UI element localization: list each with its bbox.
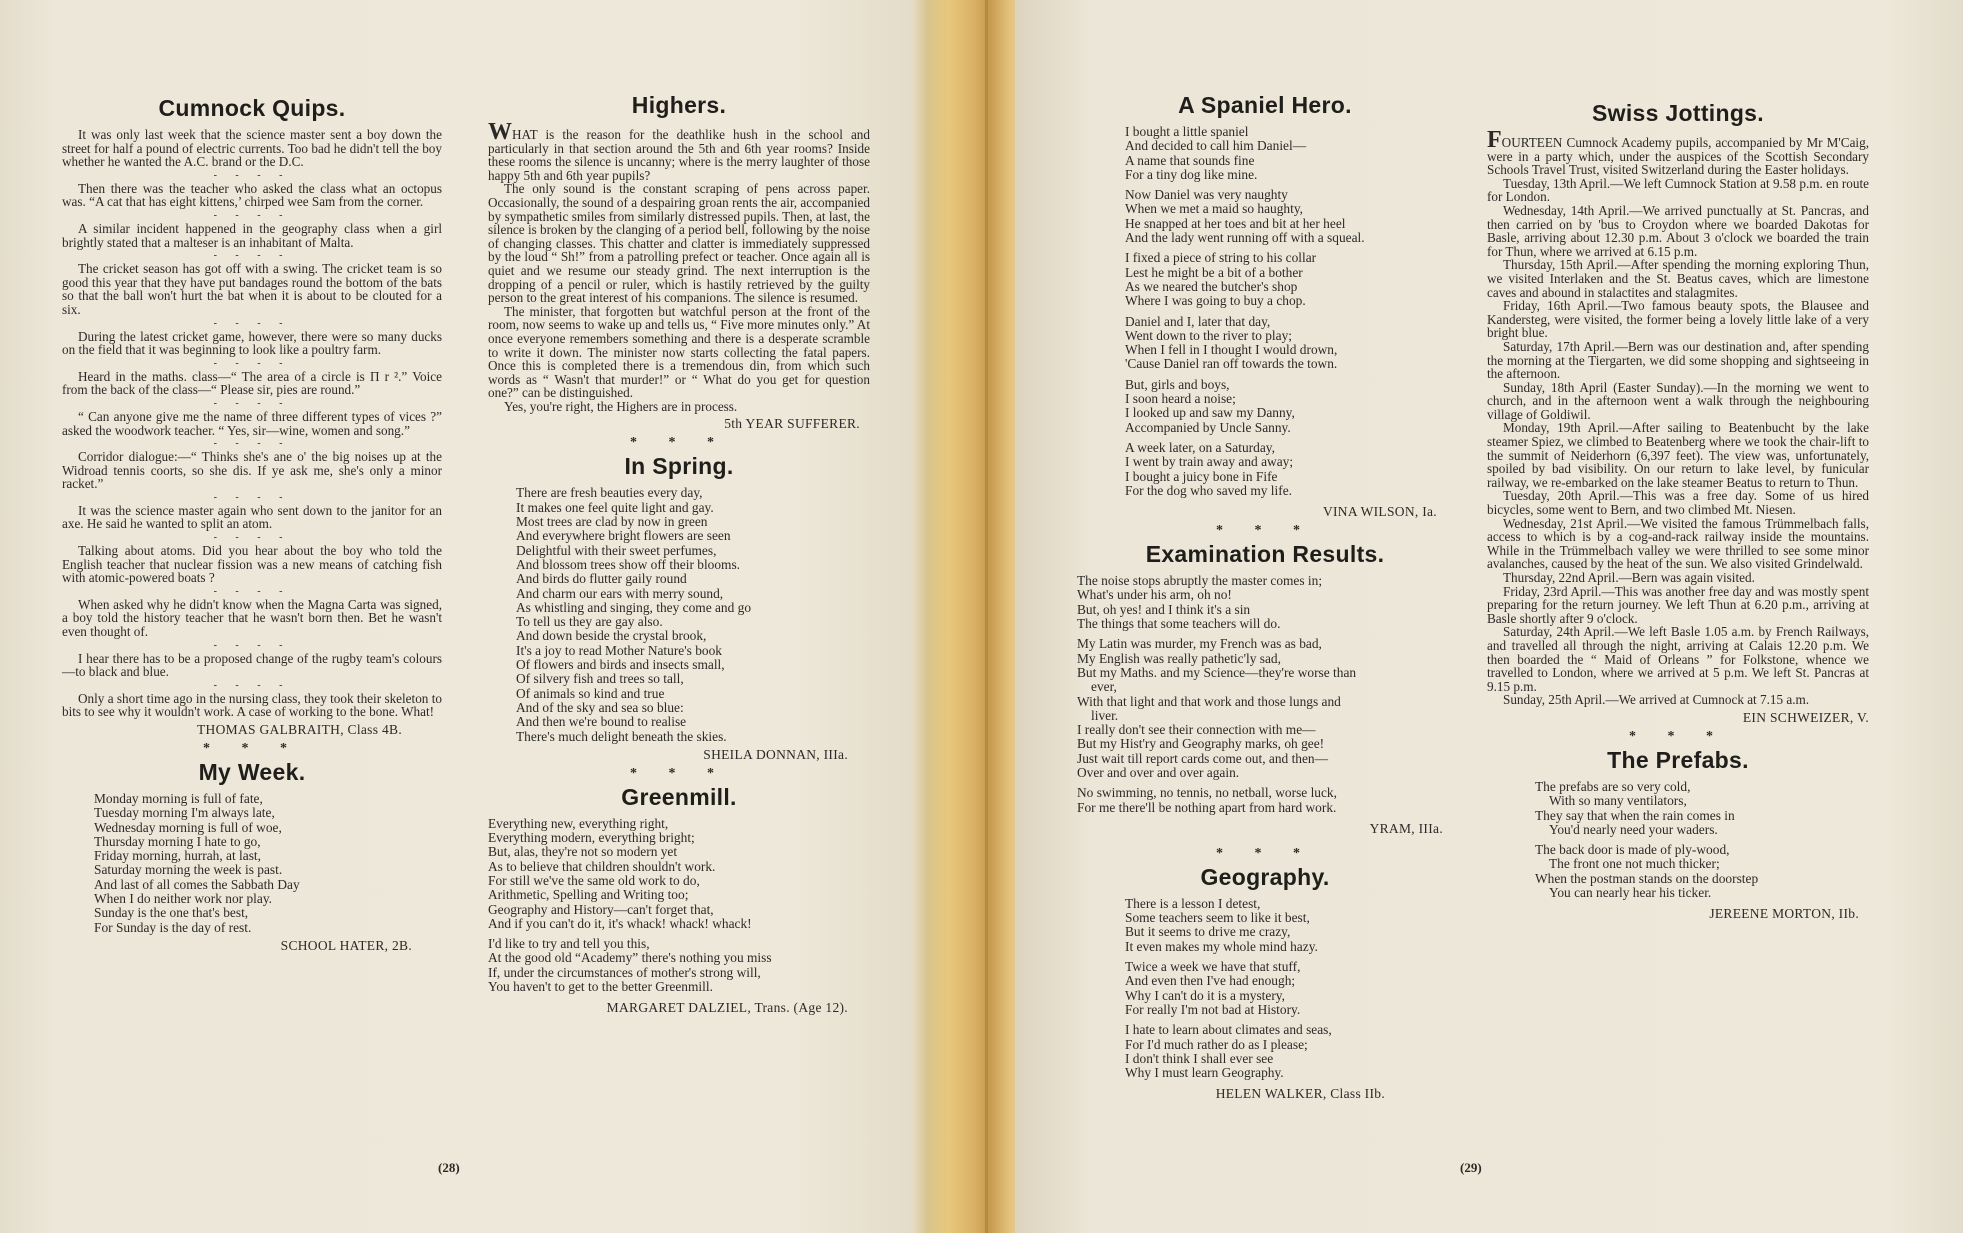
poem-line: Where I was going to buy a chop. <box>1125 293 1306 309</box>
poem-line: Delightful with their sweet perfumes, <box>516 542 717 558</box>
poem-line: It's a joy to read Mother Nature's book <box>516 642 723 658</box>
quip-paragraph: The cricket season has got off with a swing. The cricket team is so good this year that they have put bandages round the bottom of the bats so that the ball won't hurt the bat when it is about to be clouted for a six. <box>62 261 442 317</box>
highers-paragraph: The minister, that forgotten but watchful person at the front of the room, now seems to wake up and tells us, “ Five more minutes only.” At once everyone remembers something and there is a desperate scramble to write it down. The minister now starts collecting the fatal papers. Once this is completed there is a tremendous din, from which such words as “ Wasn't that murder!” or “ What do you get for question one?” can be distinguished. <box>488 303 870 401</box>
poem-stanza <box>1077 637 1455 780</box>
poem-line: He snapped at her toes and bit at her heel <box>1125 215 1346 231</box>
poem-stanza <box>1125 378 1455 435</box>
quip-separator: - - - - <box>213 438 291 450</box>
poem-line: For the dog who saved my life. <box>1125 482 1292 498</box>
poem-line: To tell us they are gay also. <box>516 614 663 630</box>
poem-line: And charm our ears with merry sound, <box>516 585 724 601</box>
poem-stanza <box>1125 188 1455 245</box>
poem-line: There are fresh beauties every day, <box>516 485 703 501</box>
poem-line: ever, <box>1091 679 1117 695</box>
examination-results-signature: YRAM, IIIa. <box>1369 820 1443 836</box>
poem-line: You'd nearly need your waders. <box>1549 821 1718 837</box>
quip-paragraph: Corridor dialogue:—“ Thinks she's ane o' the big noises up at the Widroad tennis coorts, so she dis. If ye ask me, she's only a minor racket.” <box>62 449 442 492</box>
poem-line: They say that when the rain comes in <box>1535 807 1735 823</box>
in-spring-title: In Spring. <box>624 453 734 480</box>
poem-line: There's much delight beneath the skies. <box>516 728 727 744</box>
poem-line: I soon heard a noise; <box>1125 391 1236 407</box>
poem-line: And then we're bound to realise <box>516 714 687 730</box>
my-week-title: My Week. <box>198 759 306 785</box>
poem-line: And if you can't do it, it's whack! whack! whack! <box>488 915 752 931</box>
quip-separator: - - - - <box>213 585 291 597</box>
section-stars: * * * <box>630 765 728 781</box>
poem-line: I'd like to try and tell you this, <box>488 936 650 952</box>
quip-paragraph: It was the science master again who sent down to the janitor for an axe. He said he wanted to split an atom. <box>62 502 442 532</box>
greenmill-signature: MARGARET DALZIEL, Trans. (Age 12). <box>606 1000 848 1016</box>
poem-line: What's under his arm, oh no! <box>1077 587 1232 603</box>
poem-line: Some teachers seem to like it best, <box>1125 910 1310 926</box>
in-spring-signature: SHEILA DONNAN, IIIa. <box>703 746 848 762</box>
poem-line: I really don't see their connection with me— <box>1077 722 1316 738</box>
poem-line: The back door is made of ply-wood, <box>1535 842 1730 858</box>
geography-title: Geography. <box>1200 863 1330 890</box>
poem-stanza <box>1125 960 1455 1017</box>
poem-line: And the lady went running off with a squeal. <box>1125 230 1365 246</box>
poem-line: My English was really pathetic'ly sad, <box>1077 650 1281 666</box>
cumnock-quips-title: Cumnock Quips. <box>158 95 346 121</box>
poem-line: liver. <box>1091 707 1119 723</box>
swiss-jottings-signature: EIN SCHWEIZER, V. <box>1742 709 1869 725</box>
quip-paragraph: “ Can anyone give me the name of three different types of vices ?” asked the woodwork teacher. “ Yes, sir—wine, women and song.” <box>62 408 442 438</box>
examination-results-title: Examination Results. <box>1145 541 1385 568</box>
section-stars: * * * <box>203 741 301 756</box>
quip-paragraph: Talking about atoms. Did you hear about the boy who told the English teacher that nuclear fission was a new means of catching fish with atomic-powered boats ? <box>62 543 442 586</box>
poem-stanza <box>1077 574 1455 631</box>
swiss-paragraph: Sunday, 25th April.—We arrived at Cumnock at 7.15 a.m. <box>1503 692 1810 708</box>
quip-paragraph: During the latest cricket game, however, there were so many ducks on the field that it was beginning to look like a poultry farm. <box>62 328 442 358</box>
page-number-right: (29) <box>1460 1160 1482 1175</box>
swiss-paragraph: Thursday, 22nd April.—Bern was again visited. <box>1503 570 1755 585</box>
swiss-paragraph: Friday, 16th April.—Two famous beauty spots, the Blausee and Kandersteg, were visited, the former being a lovely little lake of a very bright blue. <box>1487 298 1869 341</box>
poem-line: For I'd much rather do as I please; <box>1125 1036 1308 1052</box>
poem-line: And birds do flutter gaily round <box>516 571 687 587</box>
poem-line: Lest he might be a bit of a bother <box>1125 264 1303 280</box>
poem-line: You haven't to get to the better Greenmill. <box>488 979 713 995</box>
swiss-paragraph: Wednesday, 21st April.—We visited the famous Trümmelbach falls, access to which is by a cog-and-rack railway inside the mountains. While in the Trümmelbach valley we were thrilled to see some minor avalanches, caused by the heat of the sun. We also visited Grindelwald. <box>1487 515 1869 572</box>
poem-line: Everything new, everything right, <box>488 815 669 831</box>
poem-stanza <box>1535 843 1869 900</box>
page-number-left: (28) <box>438 1160 460 1175</box>
examination-results-poem <box>1075 574 1455 815</box>
poem-line: As whistling and singing, they come and go <box>516 599 752 615</box>
my-week-poem <box>62 792 442 935</box>
poem-line: When I fell in I thought I would drown, <box>1125 342 1338 358</box>
poem-stanza <box>1535 780 1869 837</box>
poem-line: And of the sky and sea so blue: <box>516 699 684 715</box>
poem-line: When we met a maid so haughty, <box>1125 201 1303 217</box>
quip-paragraph: A similar incident happened in the geography class when a girl brightly stated that a malteser is an inhabitant of Malta. <box>62 220 442 250</box>
highers-dropcap: W <box>488 119 512 145</box>
poem-line: The prefabs are so very cold, <box>1535 778 1691 794</box>
poem-stanza <box>1125 1023 1455 1080</box>
poem-stanza <box>488 937 870 994</box>
quip-separator: - - - - <box>213 679 291 691</box>
poem-line: Now Daniel was very naughty <box>1125 187 1288 203</box>
poem-line: When the postman stands on the doorstep <box>1535 870 1759 886</box>
poem-line: I looked up and saw my Danny, <box>1125 405 1295 421</box>
poem-line: Went down to the river to play; <box>1125 327 1293 343</box>
poem-line: But, alas, they're not so modern yet <box>488 844 678 860</box>
geography-signature: HELEN WALKER, Class IIb. <box>1215 1086 1385 1102</box>
poem-stanza <box>1125 441 1455 498</box>
swiss-dropcap: F <box>1487 127 1502 153</box>
poem-line: No swimming, no tennis, no netball, worse luck, <box>1077 785 1337 801</box>
poem-line: My Latin was murder, my French was as bad, <box>1077 636 1322 652</box>
poem-line: A name that sounds fine <box>1125 152 1255 168</box>
swiss-paragraph: Tuesday, 13th April.—We left Cumnock Station at 9.58 p.m. en route for London. <box>1487 175 1869 205</box>
section-stars: * * * <box>1216 845 1314 861</box>
quip-paragraph: Only a short time ago in the nursing class, they took their skeleton to bits to see why it wouldn't work. A case of working to the bone. What! <box>62 690 442 720</box>
poem-line: Saturday morning the week is past. <box>94 862 283 878</box>
poem-line: For me there'll be nothing apart from hard work. <box>1077 799 1337 815</box>
geography-poem <box>1075 897 1455 1081</box>
poem-line: But, oh yes! and I think it's a sin <box>1077 601 1251 617</box>
swiss-paragraph: OURTEEN Cumnock Academy pupils, accompanied by Mr M'Caig, were in a party which, under the auspices of the Scottish Secondary Schools Travel Trust, visited Switzerland during the Easter holidays. <box>1487 135 1869 178</box>
poem-line: Accompanied by Uncle Sanny. <box>1125 419 1291 435</box>
left-page <box>0 0 935 1233</box>
prefabs-title: The Prefabs. <box>1607 746 1749 773</box>
poem-line: Arithmetic, Spelling and Writing too; <box>488 887 689 903</box>
poem-line: Daniel and I, later that day, <box>1125 313 1271 329</box>
poem-line: I bought a little spaniel <box>1125 124 1249 139</box>
binding-fold <box>985 0 988 1233</box>
poem-line: I don't think I shall ever see <box>1125 1050 1274 1066</box>
swiss-jottings-body <box>1487 127 1869 708</box>
quip-separator: - - - - <box>213 397 291 409</box>
cumnock-quips-signature: THOMAS GALBRAITH, Class 4B. <box>197 722 402 737</box>
poem-line: 'Cause Daniel ran off towards the town. <box>1125 356 1338 372</box>
poem-line: A week later, on a Saturday, <box>1125 439 1275 455</box>
poem-line: If, under the circumstances of mother's strong will, <box>488 964 761 980</box>
section-stars: * * * <box>1216 523 1314 539</box>
section-stars: * * * <box>1629 728 1727 744</box>
highers-paragraph: The only sound is the constant scraping of pens across paper. Occasionally, the sound of a despairing groan rents the air, accompanied by sympathetic smiles from similarly distressed pupils. Then, at last, the silence is broken by the clanging of a period bell, following by the noise of changing classes. This chatter and clatter is immediately suppressed by the loud “ Sh!” from a patrolling prefect or teacher. Once again all is quiet and we resume our steady grind. The next interruption is the dropping of a pencil or ruler, which is hastily retrieved by the guilty person to the great interest of his companions. The silence is resumed. <box>488 181 870 306</box>
greenmill-title: Greenmill. <box>621 783 737 810</box>
quip-separator: - - - - <box>213 209 291 221</box>
prefabs-signature: JEREENE MORTON, IIb. <box>1709 906 1859 922</box>
poem-line: For Sunday is the day of rest. <box>94 919 252 935</box>
quip-paragraph: I hear there has to be a proposed change of the rugby team's colours—to black and blue. <box>62 650 442 680</box>
poem-line: And everywhere bright flowers are seen <box>516 528 731 544</box>
section-stars: * * * <box>630 435 728 451</box>
poem-line: With that light and that work and those lungs and <box>1077 693 1341 709</box>
highers-signature: 5th YEAR SUFFERER. <box>724 416 860 432</box>
swiss-jottings-title: Swiss Jottings. <box>1592 100 1764 126</box>
poem-line: I hate to learn about climates and seas, <box>1125 1022 1332 1038</box>
poem-line: Over and over and over again. <box>1077 764 1240 780</box>
poem-line: When I do neither work nor play. <box>94 891 272 907</box>
poem-line: I bought a juicy bone in Fife <box>1125 468 1278 484</box>
poem-stanza <box>1125 251 1455 308</box>
poem-line: Sunday is the one that's best, <box>94 905 249 921</box>
in-spring-poem <box>488 486 870 743</box>
right-page <box>1015 0 1963 1233</box>
poem-line: And blossom trees show off their blooms. <box>516 556 741 572</box>
poem-line: But my Hist'ry and Geography marks, oh gee! <box>1077 736 1325 752</box>
poem-line: The things that some teachers will do. <box>1077 616 1281 632</box>
poem-line: Of silvery fish and trees so tall, <box>516 671 684 687</box>
poem-line: Why I must learn Geography. <box>1125 1065 1284 1081</box>
spaniel-hero-title: A Spaniel Hero. <box>1178 92 1352 118</box>
poem-line: And even then I've had enough; <box>1125 973 1296 989</box>
left-column-1 <box>62 95 442 953</box>
poem-line: And last of all comes the Sabbath Day <box>94 876 300 892</box>
quip-paragraph: When asked why he didn't know when the Magna Carta was signed, a boy told the history teacher that he wasn't born then. Bet he wasn't even thought of. <box>62 596 442 640</box>
poem-line: For really I'm not bad at History. <box>1125 1001 1301 1017</box>
highers-paragraph: Yes, you're right, the Highers are in process. <box>504 398 738 414</box>
right-column-2 <box>1487 100 1869 921</box>
poem-line: But my Maths. and my Science—they're worse than <box>1077 664 1357 680</box>
spaniel-hero-signature: VINA WILSON, Ia. <box>1322 504 1437 520</box>
poem-line: The noise stops abruptly the master comes in; <box>1077 573 1323 589</box>
poem-line: As to believe that children shouldn't work. <box>488 858 716 874</box>
quip-paragraph: Heard in the maths. class—“ The area of a circle is Π r ².” Voice from the back of the class—“ Please sir, pies are round.” <box>62 368 442 398</box>
poem-line: At the good old “Academy” there's nothing you miss <box>488 950 772 966</box>
quip-separator: - - - - <box>213 532 291 544</box>
poem-line: Friday morning, hurrah, at last, <box>94 848 261 864</box>
poem-line: Monday morning is full of fate, <box>94 791 263 806</box>
quip-separator: - - - - <box>213 491 291 503</box>
quip-separator: - - - - <box>213 169 291 181</box>
poem-line: It makes one feel quite light and gay. <box>516 499 714 515</box>
swiss-paragraph: Saturday, 17th April.—Bern was our destination and, after spending the morning at the Tiergarten, we did some shopping and sightseeing in the afternoon. <box>1487 338 1869 382</box>
poem-line: Thursday morning I hate to go, <box>94 833 261 849</box>
poem-line: I went by train away and away; <box>1125 454 1294 470</box>
poem-line: Of flowers and birds and insects small, <box>516 657 725 673</box>
right-column-1 <box>1075 92 1455 1101</box>
highers-paragraph: HAT is the reason for the deathlike hush in the school and particularly in that section around the 5th and 6th year rooms? Inside these rooms the silence is uncanny; where is the merry laughter of those happy 5th and 6th year pupils? <box>488 127 870 183</box>
poem-stanza <box>1125 315 1455 372</box>
poem-line: Why I can't do it is a mystery, <box>1125 987 1285 1003</box>
poem-line: Wednesday morning is full of woe, <box>94 819 282 835</box>
highers-title: Highers. <box>631 92 727 118</box>
quip-separator: - - - - <box>213 317 291 329</box>
quip-paragraph: Then there was the teacher who asked the class what an octopus was. “A cat that has eight kittens,’ chirped wee Sam from the corner. <box>62 180 442 210</box>
swiss-paragraph: Tuesday, 20th April.—This was a free day. Some of us hired bicycles, some went to Bern, and two climbed Mt. Niesen. <box>1487 488 1869 518</box>
poem-line: Twice a week we have that stuff, <box>1125 959 1301 975</box>
highers-body <box>488 119 870 414</box>
poem-line: Most trees are clad by now in green <box>516 514 708 530</box>
poem-line: Just wait till report cards come out, and then— <box>1077 750 1329 766</box>
poem-line: Tuesday morning I'm always late, <box>94 805 275 821</box>
quip-separator: - - - - <box>213 639 291 651</box>
poem-line: But, girls and boys, <box>1125 376 1230 392</box>
poem-line: I fixed a piece of string to his collar <box>1125 250 1317 266</box>
poem-line: There is a lesson I detest, <box>1125 895 1261 911</box>
poem-line: And down beside the crystal brook, <box>516 628 707 644</box>
poem-stanza <box>1077 786 1455 815</box>
my-week-signature: SCHOOL HATER, 2B. <box>280 937 412 953</box>
poem-line: For still we've the same old work to do, <box>488 873 700 888</box>
poem-stanza <box>1125 125 1455 182</box>
left-column-2 <box>488 92 870 1015</box>
poem-line: Everything modern, everything bright; <box>488 830 695 846</box>
poem-line: It even makes my whole mind hazy. <box>1125 938 1318 954</box>
spaniel-hero-poem <box>1075 125 1455 498</box>
swiss-paragraph: Sunday, 18th April (Easter Sunday).—In the morning we went to church, and in the afternoon went a walk through the neighbouring village of Goldiwil. <box>1487 379 1869 422</box>
poem-line: You can nearly hear his ticker. <box>1549 885 1712 901</box>
poem-line: And decided to call him Daniel— <box>1125 138 1307 154</box>
swiss-paragraph: Friday, 23rd April.—This was another free day and was mostly spent preparing for the return journey. We left Thun at 6.20 p.m., arriving at Basle shortly after 9 o'clock. <box>1487 583 1869 626</box>
quip-paragraph: It was only last week that the science master sent a boy down the street for half a pound of electric currents. Too bad he didn't tell the boy whether he wanted the A.C. brand or the D.C. <box>62 127 442 170</box>
quip-separator: - - - - <box>213 250 291 262</box>
poem-line: With so many ventilators, <box>1549 793 1687 809</box>
greenmill-poem <box>488 817 870 995</box>
poem-line: But it seems to drive me crazy, <box>1125 924 1291 940</box>
poem-stanza <box>488 817 870 931</box>
poem-line: Of animals so kind and true <box>516 685 665 701</box>
poem-line: The front one not much thicker; <box>1549 856 1720 872</box>
cumnock-quips-body <box>62 128 442 719</box>
poem-line: Geography and History—can't forget that, <box>488 901 714 917</box>
poem-stanza <box>1125 897 1455 954</box>
quip-separator: - - - - <box>213 357 291 369</box>
poem-line: As we neared the butcher's shop <box>1125 278 1298 294</box>
prefabs-poem <box>1487 780 1869 900</box>
swiss-paragraph: Saturday, 24th April.—We left Basle 1.05 a.m. by French Railways, and travelled all through the night, arriving at Calais 12.20 p.m. We then boarded the “ Maid of Orleans ” for Folkstone, whence we travelled to London, where we arrived at 5 p.m. We left St. Pancras at 9.15 p.m. <box>1487 624 1869 694</box>
swiss-paragraph: Wednesday, 14th April.—We arrived punctually at St. Pancras, and then carried on by 'bus to Croydon where we boarded Dakotas for Basle, arriving about 12.30 p.m. About 3 o'clock we boarded the train for Thun, where we arrived at 6.15 p.m. <box>1487 202 1869 259</box>
swiss-paragraph: Monday, 19th April.—After sailing to Beatenbucht by the lake steamer Spiez, we climbed to Beatenberg where we took the chair-lift to the summit of Neiderhorn (6,397 feet). The view was, unfortunately, spoiled by bad visibility. On our return to lake level, by funicular railway, we re-embarked on the lake steamer Beatus to return to Thun. <box>1487 420 1869 490</box>
swiss-paragraph: Thursday, 15th April.—After spending the morning exploring Thun, we visited Interlaken and the St. Beatus caves, which are limestone caves and abound in stalactites and stalagmites. <box>1487 257 1869 300</box>
poem-line: For a tiny dog like mine. <box>1125 166 1258 182</box>
